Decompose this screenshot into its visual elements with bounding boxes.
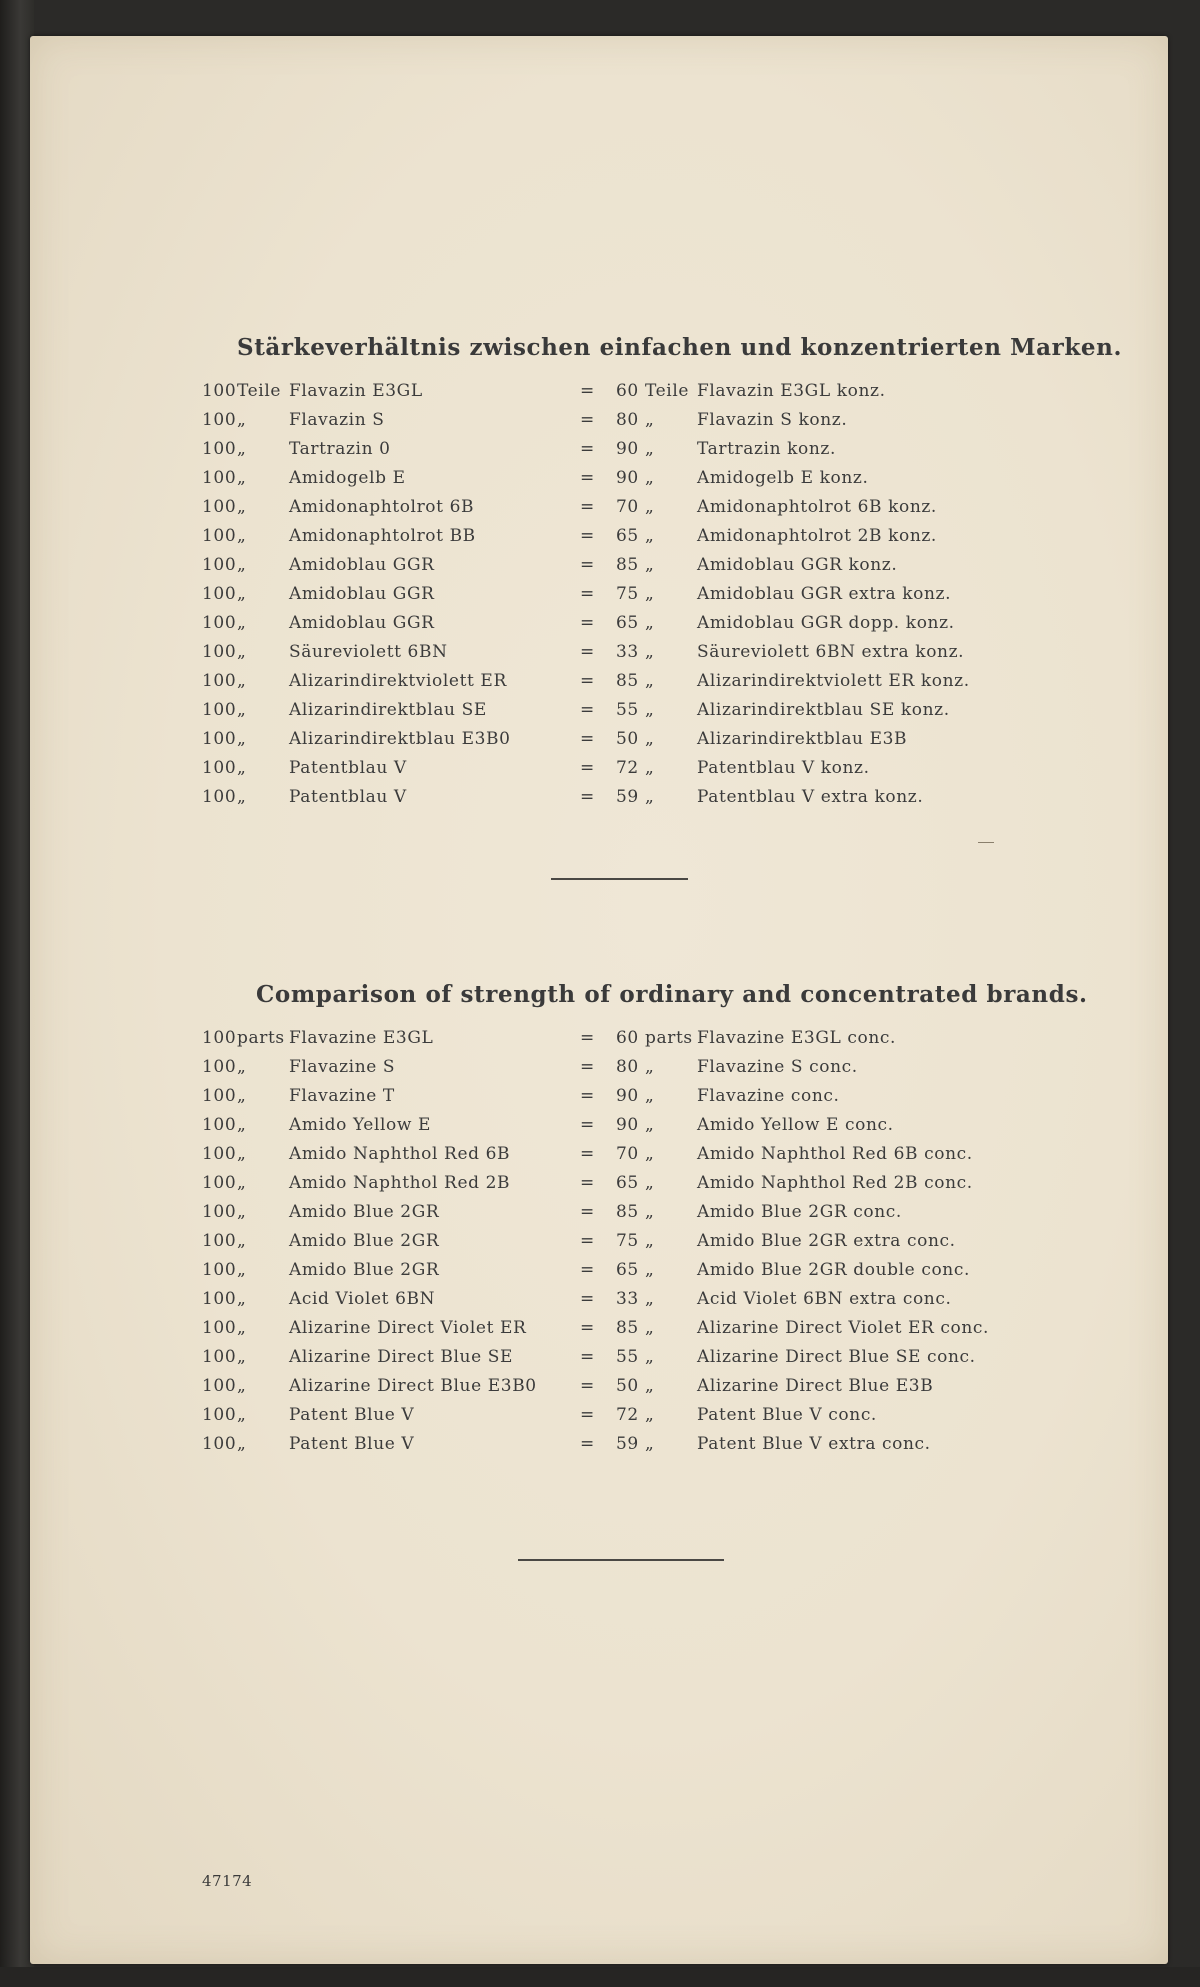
- name-cell: Patent Blue V: [289, 1405, 415, 1425]
- value-cell: 90: [616, 468, 639, 488]
- unit2-cell: „: [645, 1115, 655, 1135]
- qty-cell: 100: [202, 1231, 237, 1251]
- unit2-cell: „: [645, 439, 655, 459]
- name-cell: Amidoblau GGR: [289, 555, 435, 575]
- name2-cell: Acid Violet 6BN extra conc.: [697, 1289, 952, 1309]
- folio-number: 47174: [202, 1872, 253, 1890]
- name2-cell: Amidonaphtolrot 6B konz.: [697, 497, 937, 517]
- table-row: [30, 758, 1168, 787]
- unit2-cell: „: [645, 1260, 655, 1280]
- qty-cell: 100: [202, 584, 237, 604]
- qty-cell: 100: [202, 555, 237, 575]
- qty-cell: 100: [202, 1289, 237, 1309]
- table-row: [30, 1202, 1168, 1231]
- equals-sign: =: [580, 497, 595, 517]
- table-row: [30, 1144, 1168, 1173]
- equals-sign: =: [580, 758, 595, 778]
- value-cell: 60: [616, 381, 639, 401]
- name2-cell: Tartrazin konz.: [697, 439, 836, 459]
- table-row: [30, 1057, 1168, 1086]
- unit-cell: „: [237, 439, 247, 459]
- unit2-cell: „: [645, 1318, 655, 1338]
- value-cell: 90: [616, 439, 639, 459]
- name2-cell: Patent Blue V extra conc.: [697, 1434, 931, 1454]
- table-row: [30, 1115, 1168, 1144]
- equals-sign: =: [580, 1115, 595, 1135]
- name2-cell: Alizarindirektviolett ER konz.: [697, 671, 970, 691]
- table-row: [30, 1434, 1168, 1463]
- table-row: [30, 1318, 1168, 1347]
- table-row: [30, 642, 1168, 671]
- unit-cell: „: [237, 1202, 247, 1222]
- unit2-cell: „: [645, 787, 655, 807]
- equals-sign: =: [580, 1231, 595, 1251]
- equals-sign: =: [580, 787, 595, 807]
- unit2-cell: „: [645, 758, 655, 778]
- name-cell: Alizarine Direct Blue SE: [289, 1347, 514, 1367]
- equals-sign: =: [580, 468, 595, 488]
- margin-mark: [978, 842, 994, 843]
- name-cell: Alizarindirektviolett ER: [289, 671, 507, 691]
- value-cell: 59: [616, 1434, 639, 1454]
- equals-sign: =: [580, 1405, 595, 1425]
- equals-sign: =: [580, 1086, 595, 1106]
- unit2-cell: Teile: [645, 381, 690, 401]
- qty-cell: 100: [202, 613, 237, 633]
- unit2-cell: „: [645, 642, 655, 662]
- table-row: [30, 439, 1168, 468]
- table-row: [30, 1376, 1168, 1405]
- unit2-cell: „: [645, 1173, 655, 1193]
- name2-cell: Patentblau V konz.: [697, 758, 870, 778]
- qty-cell: 100: [202, 642, 237, 662]
- unit-cell: „: [237, 468, 247, 488]
- qty-cell: 100: [202, 1115, 237, 1135]
- name2-cell: Alizarindirektblau SE konz.: [697, 700, 950, 720]
- name2-cell: Säureviolett 6BN extra konz.: [697, 642, 965, 662]
- table-row: [30, 1173, 1168, 1202]
- unit2-cell: „: [645, 497, 655, 517]
- unit2-cell: „: [645, 584, 655, 604]
- qty-cell: 100: [202, 497, 237, 517]
- value-cell: 70: [616, 1144, 639, 1164]
- unit-cell: „: [237, 642, 247, 662]
- equals-sign: =: [580, 1289, 595, 1309]
- value-cell: 85: [616, 671, 639, 691]
- table-row: [30, 468, 1168, 497]
- unit-cell: „: [237, 1057, 247, 1077]
- name2-cell: Amido Blue 2GR double conc.: [697, 1260, 970, 1280]
- value-cell: 80: [616, 1057, 639, 1077]
- name2-cell: Patentblau V extra konz.: [697, 787, 924, 807]
- unit-cell: „: [237, 1115, 247, 1135]
- qty-cell: 100: [202, 1434, 237, 1454]
- name-cell: Patentblau V: [289, 758, 407, 778]
- table-row: [30, 1231, 1168, 1260]
- table-row: [30, 381, 1168, 410]
- unit-cell: parts: [237, 1028, 285, 1048]
- equals-sign: =: [580, 613, 595, 633]
- table-row: [30, 1086, 1168, 1115]
- unit-cell: „: [237, 700, 247, 720]
- unit-cell: „: [237, 1289, 247, 1309]
- value-cell: 80: [616, 410, 639, 430]
- name-cell: Säureviolett 6BN: [289, 642, 448, 662]
- unit2-cell: „: [645, 1202, 655, 1222]
- equals-sign: =: [580, 1173, 595, 1193]
- unit-cell: „: [237, 613, 247, 633]
- table-row: [30, 671, 1168, 700]
- qty-cell: 100: [202, 700, 237, 720]
- equals-sign: =: [580, 1144, 595, 1164]
- unit2-cell: „: [645, 700, 655, 720]
- unit2-cell: „: [645, 1405, 655, 1425]
- name2-cell: Amidoblau GGR dopp. konz.: [697, 613, 955, 633]
- document-page: [30, 36, 1168, 1964]
- name-cell: Patent Blue V: [289, 1434, 415, 1454]
- value-cell: 59: [616, 787, 639, 807]
- table-row: [30, 787, 1168, 816]
- value-cell: 60: [616, 1028, 639, 1048]
- unit2-cell: „: [645, 1347, 655, 1367]
- table-row: [30, 700, 1168, 729]
- equals-sign: =: [580, 700, 595, 720]
- value-cell: 65: [616, 526, 639, 546]
- equals-sign: =: [580, 526, 595, 546]
- unit-cell: „: [237, 1434, 247, 1454]
- name-cell: Flavazin E3GL: [289, 381, 423, 401]
- name-cell: Flavazine S: [289, 1057, 396, 1077]
- unit-cell: „: [237, 1347, 247, 1367]
- name2-cell: Amido Yellow E conc.: [697, 1115, 894, 1135]
- unit-cell: „: [237, 497, 247, 517]
- unit-cell: „: [237, 787, 247, 807]
- qty-cell: 100: [202, 1086, 237, 1106]
- name-cell: Amidogelb E: [289, 468, 406, 488]
- name2-cell: Flavazine conc.: [697, 1086, 840, 1106]
- unit2-cell: „: [645, 1376, 655, 1396]
- unit-cell: „: [237, 1376, 247, 1396]
- unit-cell: „: [237, 1086, 247, 1106]
- english-heading: Comparison of strength of ordinary and concentrated brands.: [256, 981, 1088, 1008]
- qty-cell: 100: [202, 439, 237, 459]
- value-cell: 50: [616, 729, 639, 749]
- book-bottom-edge: [0, 1967, 1200, 1987]
- name-cell: Amido Blue 2GR: [289, 1260, 440, 1280]
- qty-cell: 100: [202, 381, 237, 401]
- value-cell: 65: [616, 613, 639, 633]
- equals-sign: =: [580, 729, 595, 749]
- name-cell: Tartrazin 0: [289, 439, 391, 459]
- name-cell: Amido Yellow E: [289, 1115, 432, 1135]
- unit2-cell: „: [645, 613, 655, 633]
- name-cell: Amido Naphthol Red 2B: [289, 1173, 511, 1193]
- value-cell: 33: [616, 1289, 639, 1309]
- name2-cell: Patent Blue V conc.: [697, 1405, 877, 1425]
- name2-cell: Amido Blue 2GR extra conc.: [697, 1231, 956, 1251]
- unit-cell: „: [237, 1405, 247, 1425]
- unit2-cell: „: [645, 1057, 655, 1077]
- value-cell: 65: [616, 1260, 639, 1280]
- equals-sign: =: [580, 584, 595, 604]
- qty-cell: 100: [202, 729, 237, 749]
- value-cell: 65: [616, 1173, 639, 1193]
- name2-cell: Amidoblau GGR konz.: [697, 555, 898, 575]
- qty-cell: 100: [202, 758, 237, 778]
- unit-cell: Teile: [237, 381, 282, 401]
- name2-cell: Amido Naphthol Red 2B conc.: [697, 1173, 973, 1193]
- table-row: [30, 584, 1168, 613]
- unit-cell: „: [237, 758, 247, 778]
- unit-cell: „: [237, 1318, 247, 1338]
- name-cell: Alizarindirektblau SE: [289, 700, 487, 720]
- unit-cell: „: [237, 526, 247, 546]
- equals-sign: =: [580, 439, 595, 459]
- name-cell: Amido Blue 2GR: [289, 1202, 440, 1222]
- unit-cell: „: [237, 1144, 247, 1164]
- unit2-cell: „: [645, 671, 655, 691]
- name2-cell: Amido Blue 2GR conc.: [697, 1202, 902, 1222]
- qty-cell: 100: [202, 787, 237, 807]
- qty-cell: 100: [202, 1202, 237, 1222]
- unit2-cell: „: [645, 468, 655, 488]
- value-cell: 33: [616, 642, 639, 662]
- table-row: [30, 729, 1168, 758]
- equals-sign: =: [580, 1202, 595, 1222]
- equals-sign: =: [580, 671, 595, 691]
- qty-cell: 100: [202, 1057, 237, 1077]
- value-cell: 90: [616, 1086, 639, 1106]
- table-row: [30, 1028, 1168, 1057]
- table-row: [30, 1289, 1168, 1318]
- unit2-cell: „: [645, 1289, 655, 1309]
- value-cell: 85: [616, 555, 639, 575]
- name-cell: Amidoblau GGR: [289, 613, 435, 633]
- equals-sign: =: [580, 1376, 595, 1396]
- name2-cell: Alizarindirektblau E3B: [697, 729, 908, 749]
- unit-cell: „: [237, 1231, 247, 1251]
- unit2-cell: „: [645, 729, 655, 749]
- name-cell: Amidonaphtolrot 6B: [289, 497, 475, 517]
- value-cell: 72: [616, 758, 639, 778]
- unit2-cell: „: [645, 1144, 655, 1164]
- name-cell: Amido Blue 2GR: [289, 1231, 440, 1251]
- unit-cell: „: [237, 671, 247, 691]
- name2-cell: Alizarine Direct Blue E3B: [697, 1376, 934, 1396]
- unit-cell: „: [237, 729, 247, 749]
- value-cell: 75: [616, 1231, 639, 1251]
- name-cell: Amido Naphthol Red 6B: [289, 1144, 511, 1164]
- qty-cell: 100: [202, 526, 237, 546]
- name-cell: Alizarine Direct Violet ER: [289, 1318, 527, 1338]
- unit2-cell: „: [645, 526, 655, 546]
- unit-cell: „: [237, 584, 247, 604]
- equals-sign: =: [580, 1434, 595, 1454]
- value-cell: 55: [616, 1347, 639, 1367]
- value-cell: 50: [616, 1376, 639, 1396]
- unit2-cell: „: [645, 555, 655, 575]
- qty-cell: 100: [202, 1405, 237, 1425]
- table-row: [30, 1347, 1168, 1376]
- unit2-cell: „: [645, 1231, 655, 1251]
- unit-cell: „: [237, 410, 247, 430]
- name2-cell: Flavazin E3GL konz.: [697, 381, 886, 401]
- qty-cell: 100: [202, 1173, 237, 1193]
- equals-sign: =: [580, 1028, 595, 1048]
- table-row: [30, 1260, 1168, 1289]
- qty-cell: 100: [202, 1028, 237, 1048]
- value-cell: 85: [616, 1202, 639, 1222]
- name-cell: Flavazine E3GL: [289, 1028, 434, 1048]
- table-row: [30, 613, 1168, 642]
- unit-cell: „: [237, 1173, 247, 1193]
- section-divider: [551, 878, 688, 880]
- equals-sign: =: [580, 555, 595, 575]
- name2-cell: Amidonaphtolrot 2B konz.: [697, 526, 937, 546]
- qty-cell: 100: [202, 1347, 237, 1367]
- table-row: [30, 1405, 1168, 1434]
- unit2-cell: parts: [645, 1028, 693, 1048]
- qty-cell: 100: [202, 1376, 237, 1396]
- name-cell: Flavazin S: [289, 410, 385, 430]
- equals-sign: =: [580, 381, 595, 401]
- qty-cell: 100: [202, 671, 237, 691]
- value-cell: 72: [616, 1405, 639, 1425]
- unit2-cell: „: [645, 1086, 655, 1106]
- unit2-cell: „: [645, 1434, 655, 1454]
- value-cell: 55: [616, 700, 639, 720]
- name-cell: Amidoblau GGR: [289, 584, 435, 604]
- name2-cell: Amidoblau GGR extra konz.: [697, 584, 952, 604]
- name2-cell: Amidogelb E konz.: [697, 468, 869, 488]
- value-cell: 85: [616, 1318, 639, 1338]
- name-cell: Alizarine Direct Blue E3B0: [289, 1376, 537, 1396]
- table-row: [30, 555, 1168, 584]
- equals-sign: =: [580, 1260, 595, 1280]
- equals-sign: =: [580, 1057, 595, 1077]
- name2-cell: Flavazine S conc.: [697, 1057, 858, 1077]
- end-rule: [518, 1559, 724, 1561]
- qty-cell: 100: [202, 1260, 237, 1280]
- name2-cell: Amido Naphthol Red 6B conc.: [697, 1144, 973, 1164]
- name-cell: Patentblau V: [289, 787, 407, 807]
- table-row: [30, 410, 1168, 439]
- value-cell: 90: [616, 1115, 639, 1135]
- value-cell: 70: [616, 497, 639, 517]
- german-heading: Stärkeverhältnis zwischen einfachen und konzentrierten Marken.: [237, 334, 1123, 361]
- equals-sign: =: [580, 410, 595, 430]
- unit2-cell: „: [645, 410, 655, 430]
- name2-cell: Flavazin S konz.: [697, 410, 848, 430]
- unit-cell: „: [237, 555, 247, 575]
- equals-sign: =: [580, 642, 595, 662]
- table-row: [30, 497, 1168, 526]
- name-cell: Acid Violet 6BN: [289, 1289, 436, 1309]
- name2-cell: Alizarine Direct Blue SE conc.: [697, 1347, 976, 1367]
- qty-cell: 100: [202, 410, 237, 430]
- name2-cell: Alizarine Direct Violet ER conc.: [697, 1318, 990, 1338]
- equals-sign: =: [580, 1347, 595, 1367]
- unit-cell: „: [237, 1260, 247, 1280]
- qty-cell: 100: [202, 1318, 237, 1338]
- qty-cell: 100: [202, 468, 237, 488]
- book-binding: [0, 0, 34, 1987]
- table-row: [30, 526, 1168, 555]
- name-cell: Flavazine T: [289, 1086, 395, 1106]
- name-cell: Alizarindirektblau E3B0: [289, 729, 511, 749]
- equals-sign: =: [580, 1318, 595, 1338]
- qty-cell: 100: [202, 1144, 237, 1164]
- name2-cell: Flavazine E3GL conc.: [697, 1028, 897, 1048]
- value-cell: 75: [616, 584, 639, 604]
- name-cell: Amidonaphtolrot BB: [289, 526, 476, 546]
